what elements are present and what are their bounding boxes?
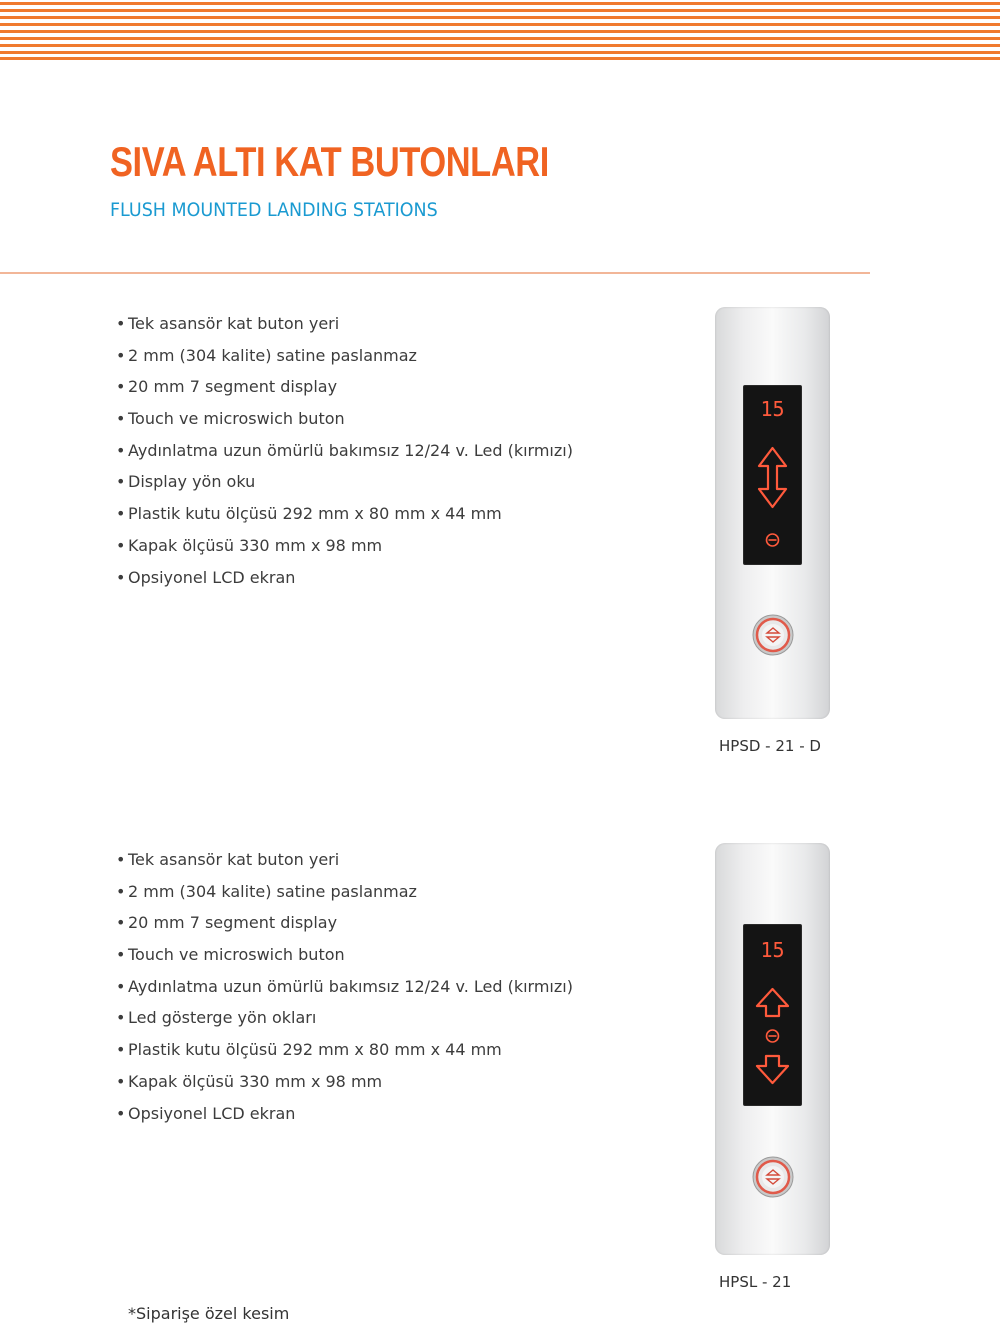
segment-display xyxy=(743,924,802,1106)
down-arrow-icon xyxy=(757,1056,788,1083)
list-item: • Led gösterge yön okları xyxy=(116,1008,317,1028)
model-label-hpsd: HPSD - 21 - D xyxy=(719,737,821,755)
list-item: • Plastik kutu ölçüsü 292 mm x 80 mm x 44 mm xyxy=(116,1040,502,1060)
list-item: • 20 mm 7 segment display xyxy=(116,377,338,397)
feature-list-hpsl xyxy=(116,850,573,1135)
list-item: • Kapak ölçüsü 330 mm x 98 mm xyxy=(116,535,383,555)
list-item: • Display yön oku xyxy=(116,472,256,492)
call-button[interactable] xyxy=(751,1155,795,1199)
up-down-arrow-icon xyxy=(759,448,786,507)
list-item: • Touch ve microswich buton xyxy=(116,945,345,965)
list-item: • 2 mm (304 kalite) satine paslanmaz xyxy=(116,345,417,365)
list-item: • Tek asansör kat buton yeri xyxy=(116,314,340,333)
page-subtitle: FLUSH MOUNTED LANDING STATIONS xyxy=(110,199,438,221)
list-item: • Plastik kutu ölçüsü 292 mm x 80 mm x 44 mm xyxy=(116,504,502,524)
list-item: • Touch ve microswich buton xyxy=(116,409,345,429)
floor-number: 15 xyxy=(760,397,785,421)
landing-station-panel-hpsd xyxy=(715,307,830,719)
section-divider xyxy=(0,272,870,274)
list-item: • Tek asansör kat buton yeri xyxy=(116,850,340,869)
page-title: SIVA ALTI KAT BUTONLARI xyxy=(110,138,549,185)
list-item: • Opsiyonel LCD ekran xyxy=(116,567,296,587)
list-item: • Aydınlatma uzun ömürlü bakımsız 12/24 v. Led (kırmızı) xyxy=(116,976,573,996)
footnote: *Siparişe özel kesim xyxy=(128,1304,290,1323)
floor-number: 15 xyxy=(760,938,785,962)
segment-display xyxy=(743,385,802,565)
up-arrow-icon xyxy=(757,989,788,1016)
no-entry-icon xyxy=(767,1030,779,1042)
call-button[interactable] xyxy=(751,613,795,657)
header-stripes xyxy=(0,0,1000,60)
list-item: • 20 mm 7 segment display xyxy=(116,913,338,933)
feature-list-hpsd xyxy=(116,314,573,599)
list-item: • Kapak ölçüsü 330 mm x 98 mm xyxy=(116,1071,383,1091)
list-item: • 2 mm (304 kalite) satine paslanmaz xyxy=(116,881,417,901)
landing-station-panel-hpsl xyxy=(715,843,830,1255)
model-label-hpsl: HPSL - 21 xyxy=(719,1273,792,1291)
list-item: • Aydınlatma uzun ömürlü bakımsız 12/24 v. Led (kırmızı) xyxy=(116,440,573,460)
no-entry-icon xyxy=(767,534,779,546)
list-item: • Opsiyonel LCD ekran xyxy=(116,1103,296,1123)
